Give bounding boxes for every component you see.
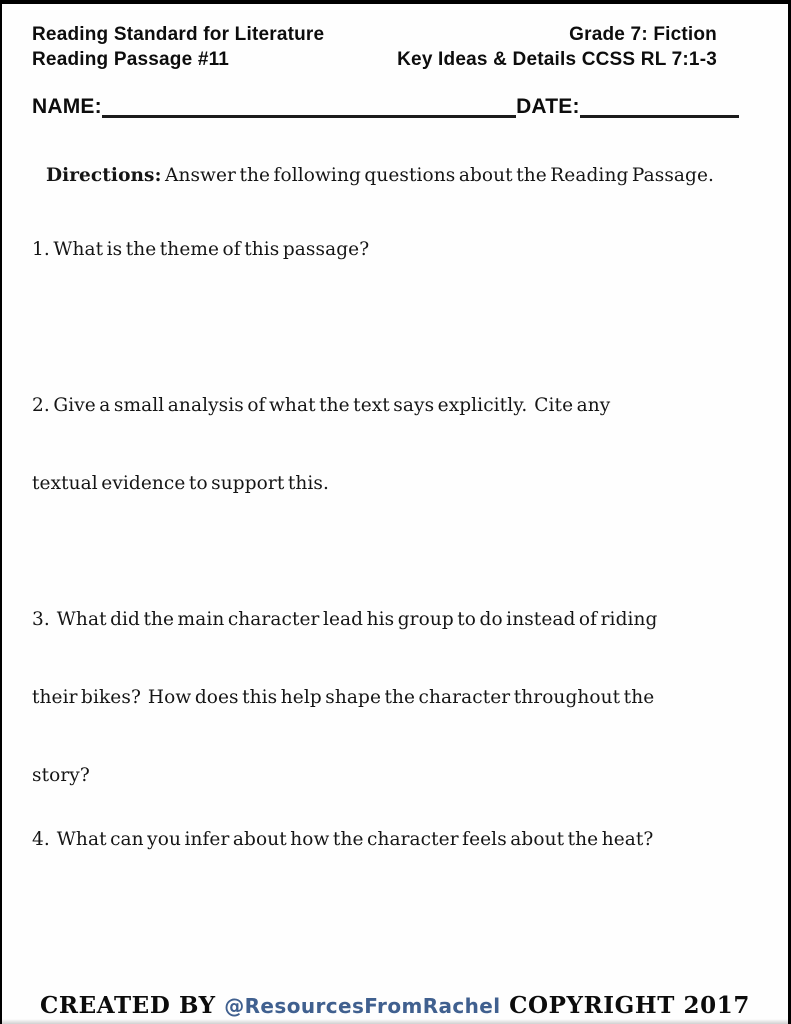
name-date-row <box>32 95 739 119</box>
question-3-line: story? <box>32 765 90 786</box>
question-1 <box>32 185 369 315</box>
question-3-line: their bikes? How does this help shape the character throughout the <box>32 687 655 708</box>
footer-credit <box>2 992 788 1019</box>
question-4-line: 4. What can you infer about how the character feels about the heat? <box>32 829 654 850</box>
directions-label: Directions: <box>45 165 162 186</box>
date-blank-line <box>580 96 739 118</box>
name-label: NAME: <box>32 95 102 118</box>
question-2 <box>32 341 610 549</box>
standard-title: Reading Standard for Literature <box>32 24 325 45</box>
question-2-line: 2. Give a small analysis of what the text says explicitly. Cite any <box>32 395 611 416</box>
header-left <box>32 22 324 72</box>
question-4 <box>32 775 653 905</box>
question-2-line: textual evidence to support this. <box>32 473 329 494</box>
copyright-label: COPYRIGHT 2017 <box>500 992 750 1019</box>
directions-text: Answer the following questions about the Reading Passage. <box>161 165 715 186</box>
date-label: DATE: <box>516 95 580 118</box>
grade-label: Grade 7: Fiction <box>569 24 717 45</box>
question-3-line: 3. What did the main character lead his group to do instead of riding <box>32 609 658 630</box>
name-blank-line <box>102 96 516 118</box>
passage-number: Reading Passage #11 <box>32 49 230 70</box>
scan-shadow <box>2 1019 788 1024</box>
standard-code: Key Ideas & Details CCSS RL 7:1-3 <box>397 49 717 70</box>
created-by-label: CREATED BY <box>40 992 225 1019</box>
question-1-line: 1. What is the theme of this passage? <box>32 239 370 260</box>
author-handle: @ResourcesFromRachel <box>224 994 501 1018</box>
header-right <box>397 22 717 72</box>
